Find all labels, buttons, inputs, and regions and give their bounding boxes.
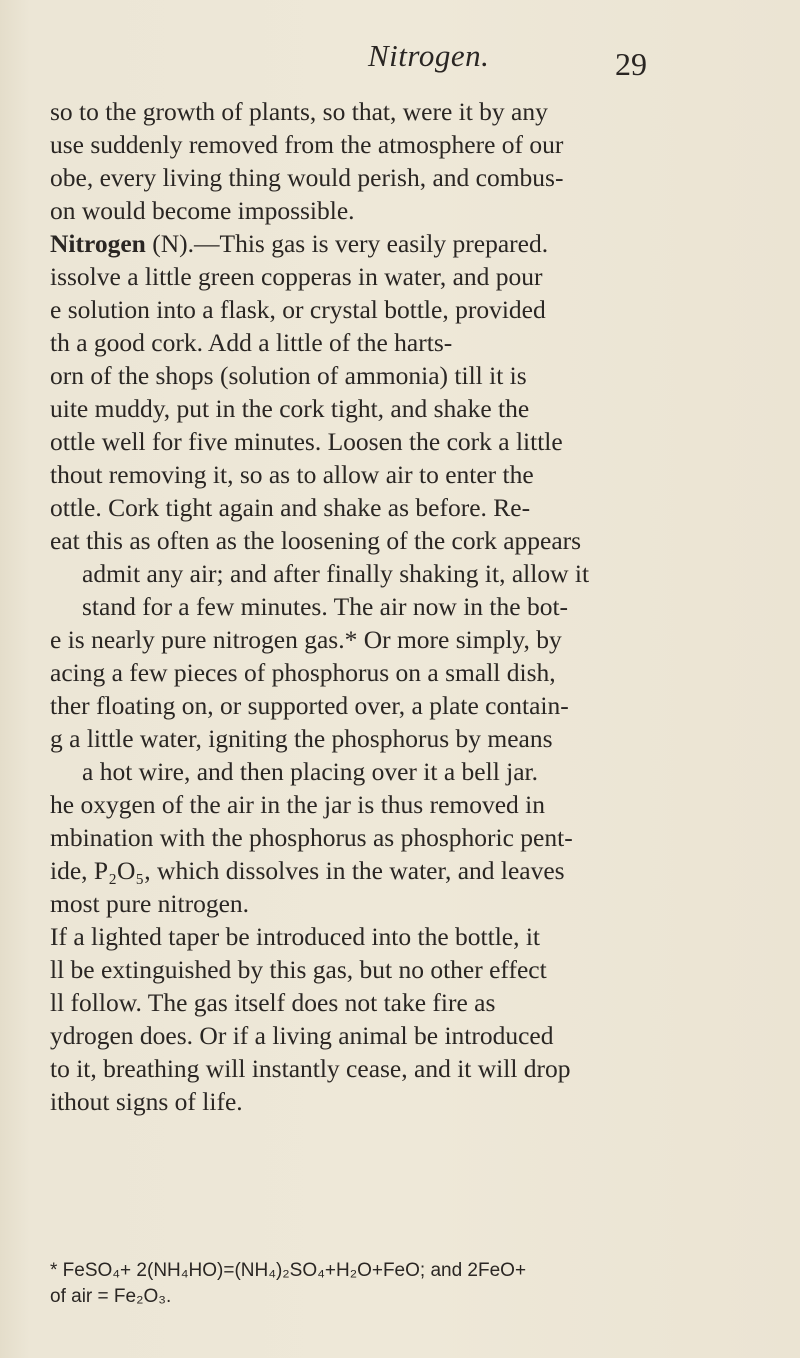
text-line: uite muddy, put in the cork tight, and shake the <box>50 394 530 423</box>
text-line: obe, every living thing would perish, and combus- <box>50 163 564 192</box>
text-line: he oxygen of the air in the jar is thus removed in <box>50 790 545 819</box>
text-line: orn of the shops (solution of ammonia) till it is <box>50 361 527 390</box>
text-line: ottle. Cork tight again and shake as before. Re- <box>50 493 531 522</box>
text-line: most pure nitrogen. <box>50 889 250 918</box>
text-line: ll be extinguished by this gas, but no other effect <box>50 955 547 984</box>
text-line: ther floating on, or supported over, a plate contain- <box>50 691 569 720</box>
text-line: on would become impossible. <box>50 196 355 225</box>
text-line: mbination with the phosphorus as phosphoric pent- <box>50 823 573 852</box>
text-line: g a little water, igniting the phosphorus by means <box>50 724 553 753</box>
text-line: If a lighted taper be introduced into the bottle, it <box>50 922 541 951</box>
text-line: th a good cork. Add a little of the harts- <box>50 328 453 357</box>
text-line: eat this as often as the loosening of the cork appears <box>50 526 582 555</box>
section-heading-line: Nitrogen (N).—This gas is very easily prepared. <box>50 229 549 258</box>
text-line: acing a few pieces of phosphorus on a small dish, <box>50 658 556 687</box>
footnote-line: * FeSO₄+ 2(NH₄HO)=(NH₄)₂SO₄+H₂O+FeO; and 2FeO+ <box>50 1260 527 1281</box>
footnote-line: of air = Fe₂O₃. <box>50 1286 172 1307</box>
text-line: so to the growth of plants, so that, were it by any <box>50 97 548 126</box>
page-header <box>0 38 800 88</box>
text-line: admit any air; and after finally shaking it, allow it <box>82 559 590 588</box>
text-line: thout removing it, so as to allow air to enter the <box>50 460 534 489</box>
text-line: to it, breathing will instantly cease, and it will drop <box>50 1054 571 1083</box>
running-head: Nitrogen. <box>368 38 490 73</box>
text-line: use suddenly removed from the atmosphere of our <box>50 130 564 159</box>
page-number: 29 <box>615 46 647 82</box>
text-line: e solution into a flask, or crystal bottle, provided <box>50 295 546 324</box>
text-line: issolve a little green copperas in water, and pour <box>50 262 543 291</box>
text-line: ithout signs of life. <box>50 1087 243 1116</box>
section-heading-term: Nitrogen <box>50 229 146 258</box>
text-line: ydrogen does. Or if a living animal be introduced <box>50 1021 554 1050</box>
text-line: ll follow. The gas itself does not take fire as <box>50 988 496 1017</box>
text-line: ide, P₂O₅, which dissolves in the water, and leaves <box>50 856 565 885</box>
text-line: stand for a few minutes. The air now in the bot- <box>82 592 569 621</box>
text-line: ottle well for five minutes. Loosen the cork a little <box>50 427 563 456</box>
text-line: a hot wire, and then placing over it a bell jar. <box>82 757 539 786</box>
text-line: e is nearly pure nitrogen gas.* Or more simply, by <box>50 625 562 654</box>
